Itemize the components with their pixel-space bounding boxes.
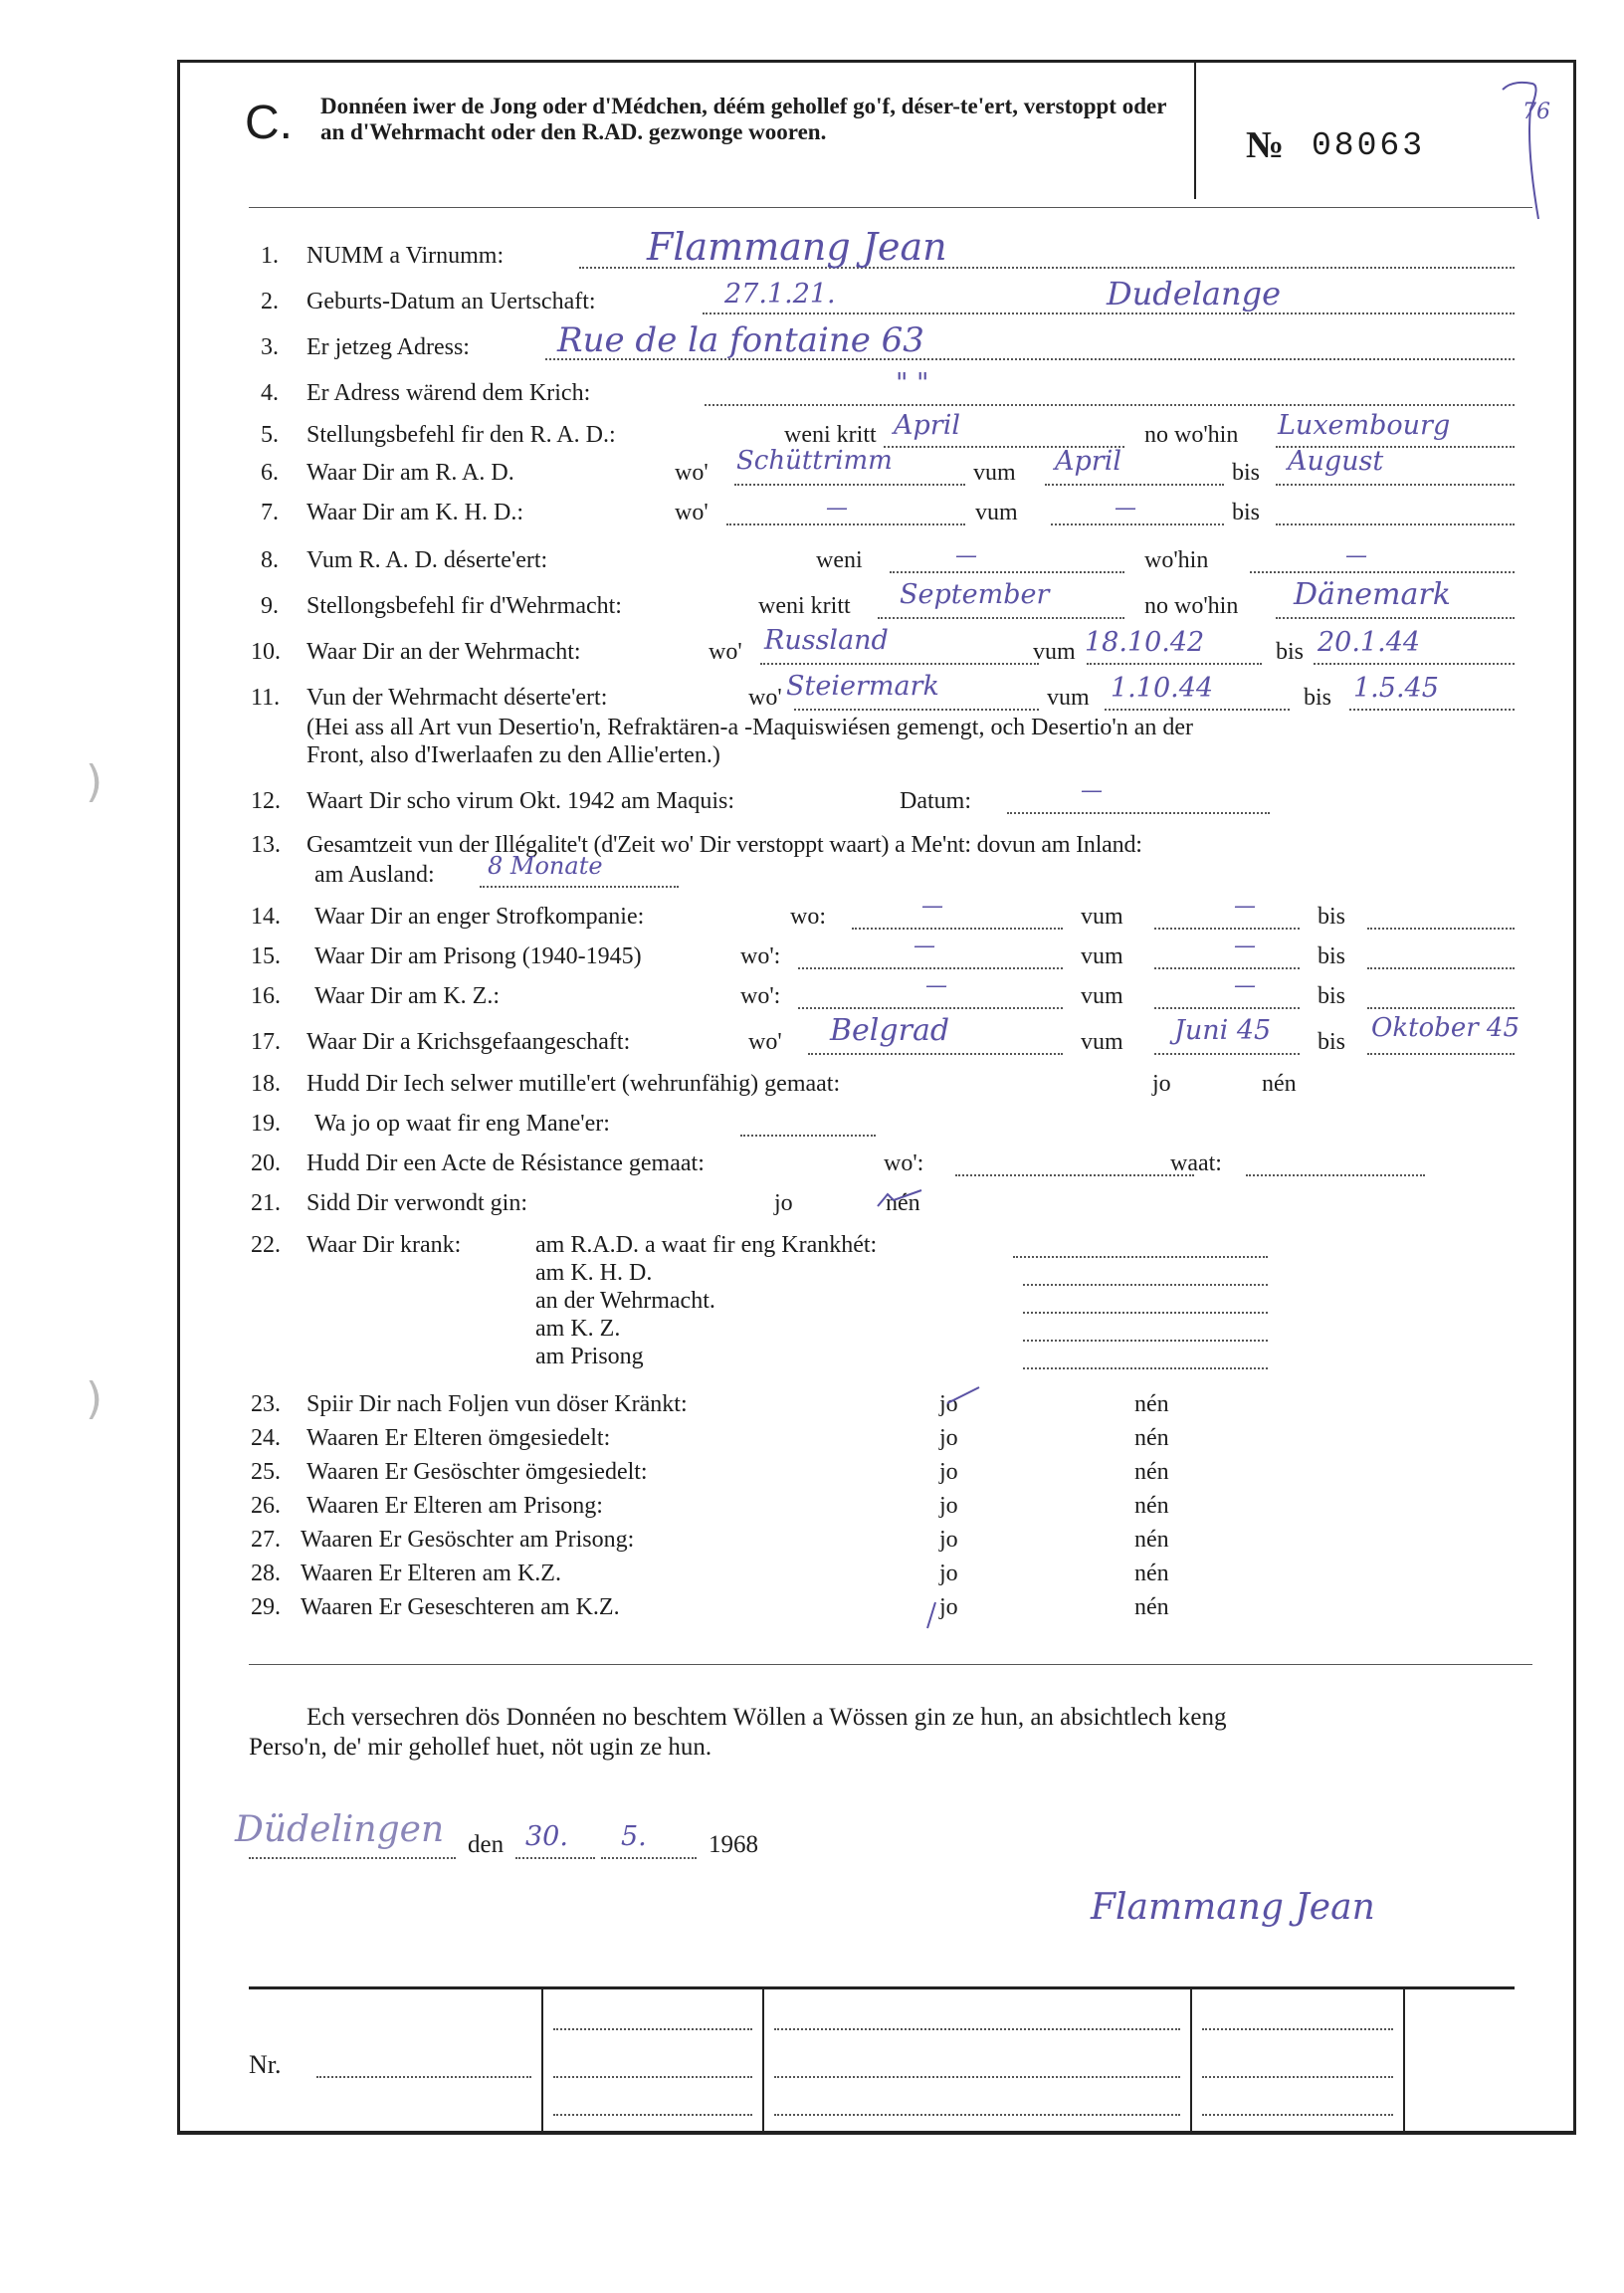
- row16-where-dash[interactable]: —: [925, 973, 947, 998]
- row13-abroad-label: am Ausland:: [314, 862, 435, 888]
- row14-from-dots: [1154, 928, 1300, 930]
- row20-what-dots: [1246, 1174, 1425, 1176]
- row22-sub-prison-dots: [1023, 1367, 1268, 1369]
- row-number-21: 21.: [251, 1190, 281, 1216]
- row11-to-label: bis: [1304, 685, 1332, 711]
- row-number-9: 9.: [261, 593, 279, 619]
- row14-from-label: vum: [1081, 904, 1123, 930]
- row-number-29: 29.: [251, 1594, 281, 1620]
- row-label-21: Sidd Dir verwondt gin:: [306, 1190, 527, 1216]
- row29-no[interactable]: nén: [1134, 1594, 1169, 1620]
- row-label-10: Waar Dir an der Wehrmacht:: [306, 639, 581, 665]
- row18-no[interactable]: nén: [1262, 1071, 1297, 1097]
- section-letter: C.: [245, 97, 293, 149]
- row7-from-dash[interactable]: —: [1115, 496, 1136, 521]
- declaration-line1: Ech versechren dös Donnéen no beschtem Wöllen a Wössen gin ze hun, an absichtlech keng: [306, 1704, 1227, 1731]
- form-number: 08063: [1312, 127, 1426, 164]
- row23-yes[interactable]: jo: [939, 1391, 958, 1417]
- row14-from-dash[interactable]: —: [1234, 894, 1256, 919]
- row16-to-dots: [1367, 1007, 1515, 1009]
- row9-where-label: no wo'hin: [1144, 593, 1239, 619]
- place-dots: [249, 1857, 456, 1859]
- row17-where-dots: [808, 1053, 1063, 1055]
- footer-col-3: [1190, 1988, 1192, 2134]
- footer-c2-r1: [774, 2028, 1180, 2030]
- row29-yes[interactable]: jo: [939, 1594, 958, 1620]
- row15-where-dash[interactable]: —: [914, 934, 935, 958]
- row-number-16: 16.: [251, 983, 281, 1009]
- row20-where-label: wo':: [884, 1150, 924, 1176]
- row-label-28: Waaren Er Elteren am K.Z.: [301, 1561, 561, 1586]
- row-number-7: 7.: [261, 500, 279, 525]
- footer-c1-r2: [553, 2076, 752, 2078]
- row10-to-label: bis: [1276, 639, 1305, 665]
- row-number-2: 2.: [261, 289, 279, 314]
- desertion-note-line1: (Hei ass all Art vun Desertio'n, Refraktären-a -Maquiswiésen gemengt, och Desertio'n an der: [306, 715, 1194, 740]
- row6-to-dots: [1276, 484, 1515, 486]
- row11-where-dots: [794, 709, 1039, 711]
- row14-where-dots: [852, 928, 1063, 930]
- row6-from-label: vum: [973, 460, 1016, 486]
- handwritten-captivity-place[interactable]: Belgrad: [830, 1013, 950, 1048]
- row27-yes[interactable]: jo: [939, 1527, 958, 1553]
- handwritten-wehrmacht-place[interactable]: Russland: [764, 625, 889, 656]
- row-label-29: Waaren Er Geseschteren am K.Z.: [301, 1594, 620, 1620]
- handwritten-rad-to[interactable]: August: [1288, 446, 1384, 477]
- row20-where-dots: [955, 1174, 1194, 1176]
- handwritten-abroad-duration[interactable]: 8 Monate: [488, 852, 603, 880]
- handwritten-captivity-to[interactable]: Oktober 45: [1371, 1013, 1520, 1043]
- row7-where-label: wo': [675, 500, 709, 525]
- section-title: Donnéen iwer de Jong oder d'Médchen, déém gehollef go'f, déser-te'ert, verstoppt oder an d'Wehrmacht oder den R.AD. gezwonge wooren.: [320, 94, 1167, 144]
- declaration-line2: Perso'n, de' mir gehollef huet, nöt ugin ze hun.: [249, 1734, 712, 1761]
- row6-from-dots: [1045, 484, 1224, 486]
- handwritten-birthdate[interactable]: 27.1.21.: [724, 279, 836, 310]
- row7-from-dots: [1051, 523, 1224, 525]
- row28-no[interactable]: nén: [1134, 1561, 1169, 1586]
- row28-yes[interactable]: jo: [939, 1561, 958, 1586]
- row22-sub-khd-dots: [1023, 1284, 1268, 1286]
- row17-from-dots: [1154, 1053, 1300, 1055]
- row-label-13: Gesamtzeit vun der Illégalite't (d'Zeit wo' Dir verstoppt waart) a Me'nt: dovun am Inland:: [306, 832, 1142, 858]
- row12-date-label: Datum:: [900, 788, 971, 814]
- row-label-26: Waaren Er Elteren am Prisong:: [306, 1493, 603, 1519]
- row21-no-checkmark: [872, 1186, 931, 1216]
- row22-sub-kz: am K. Z.: [535, 1316, 621, 1342]
- row5-where-label: no wo'hin: [1144, 422, 1239, 448]
- footer-table-top: [249, 1986, 1515, 1989]
- row-dots-2: [703, 313, 1515, 314]
- row-number-17: 17.: [251, 1029, 281, 1055]
- row-number-22: 22.: [251, 1232, 281, 1258]
- handwritten-address[interactable]: Rue de la fontaine 63: [557, 320, 924, 360]
- row-number-6: 6.: [261, 460, 279, 486]
- header-divider: [1194, 62, 1196, 199]
- row8-where-label: wo'hin: [1144, 547, 1209, 573]
- row-number-23: 23.: [251, 1391, 281, 1417]
- row16-from-dash[interactable]: —: [1234, 973, 1256, 998]
- row8-where-dots: [1250, 571, 1515, 573]
- row15-where-dots: [798, 967, 1063, 969]
- row16-to-label: bis: [1318, 983, 1346, 1009]
- row6-to-label: bis: [1232, 460, 1261, 486]
- row8-when-dots: [890, 571, 1124, 573]
- footer-col-4: [1403, 1988, 1405, 2134]
- row25-no[interactable]: nén: [1134, 1459, 1169, 1485]
- row-label-12: Waart Dir scho virum Okt. 1942 am Maquis:: [306, 788, 734, 814]
- row22-sub-wehrmacht-dots: [1023, 1312, 1268, 1314]
- row8-where-dash[interactable]: —: [1345, 543, 1367, 568]
- handwritten-desertion-place[interactable]: Steiermark: [786, 671, 939, 702]
- row7-where-dash[interactable]: —: [826, 496, 848, 521]
- margin-note: 76: [1522, 100, 1550, 124]
- row17-to-label: bis: [1318, 1029, 1346, 1055]
- handwritten-wehrmacht-order-date[interactable]: September: [900, 579, 1050, 610]
- row21-no[interactable]: nén: [886, 1190, 920, 1216]
- row-label-4: Er Adress wärend dem Krich:: [306, 380, 591, 406]
- row12-date-dots: [1007, 812, 1270, 814]
- row15-from-dots: [1154, 967, 1300, 969]
- handwritten-captivity-from[interactable]: Juni 45: [1174, 1015, 1272, 1046]
- punch-hole-mark-bottom: ): [86, 1373, 103, 1424]
- row-number-27: 27.: [251, 1527, 281, 1553]
- month-dots: [601, 1857, 697, 1859]
- row-label-6: Waar Dir am R. A. D.: [306, 460, 514, 486]
- footer-c3-r3: [1202, 2114, 1393, 2116]
- row22-sub-khd: am K. H. D.: [535, 1260, 653, 1286]
- row27-no[interactable]: nén: [1134, 1527, 1169, 1553]
- day-dots: [515, 1857, 595, 1859]
- row23-yes-checkmark: [939, 1383, 989, 1413]
- row7-from-label: vum: [975, 500, 1018, 525]
- footer-c2-r3: [774, 2114, 1180, 2116]
- handwritten-rad-place[interactable]: Schüttrimm: [736, 446, 893, 476]
- row-number-13: 13.: [251, 832, 281, 858]
- handwritten-wehrmacht-order-place[interactable]: Dänemark: [1294, 577, 1451, 612]
- row11-where-label: wo': [748, 685, 782, 711]
- row17-from-label: vum: [1081, 1029, 1123, 1055]
- row-number-12: 12.: [251, 788, 281, 814]
- footer-c1-r1: [553, 2028, 752, 2030]
- row-number-25: 25.: [251, 1459, 281, 1485]
- row26-no[interactable]: nén: [1134, 1493, 1169, 1519]
- row26-yes[interactable]: jo: [939, 1493, 958, 1519]
- row7-to-label: bis: [1232, 500, 1261, 525]
- row-label-24: Waaren Er Elteren ömgesiedelt:: [306, 1425, 611, 1451]
- footer-col-1: [541, 1988, 543, 2134]
- row16-from-dots: [1154, 1007, 1300, 1009]
- handwritten-birthplace[interactable]: Dudelange: [1107, 275, 1282, 313]
- row17-where-label: wo': [748, 1029, 782, 1055]
- row23-no[interactable]: nén: [1134, 1391, 1169, 1417]
- row10-to-dots: [1314, 663, 1515, 665]
- header-rule: [249, 207, 1532, 208]
- row10-from-label: vum: [1033, 639, 1076, 665]
- row15-from-label: vum: [1081, 943, 1123, 969]
- declaration-rule: [249, 1664, 1532, 1665]
- row-label-9: Stellongsbefehl fir d'Wehrmacht:: [306, 593, 622, 619]
- row-number-14: 14.: [251, 904, 281, 930]
- row24-yes[interactable]: jo: [939, 1425, 958, 1451]
- row22-sub-kz-dots: [1023, 1340, 1268, 1342]
- handwritten-day[interactable]: 30.: [525, 1821, 568, 1852]
- row-number-18: 18.: [251, 1071, 281, 1097]
- row13-abroad-dots: [480, 886, 679, 888]
- row-number-19: 19.: [251, 1111, 281, 1137]
- number-label: №: [1246, 124, 1285, 166]
- row6-where-label: wo': [675, 460, 709, 486]
- row8-when-dash[interactable]: —: [955, 543, 977, 568]
- footer-col-2: [762, 1988, 764, 2134]
- row-label-25: Waaren Er Gesöschter ömgesiedelt:: [306, 1459, 648, 1485]
- footer-c3-r1: [1202, 2028, 1393, 2030]
- row-label-16: Waar Dir am K. Z.:: [314, 983, 500, 1009]
- row9-where-dots: [1276, 617, 1515, 619]
- row11-from-label: vum: [1047, 685, 1090, 711]
- row22-sub-rad-dots: [1013, 1256, 1268, 1258]
- footer-c2-r2: [774, 2076, 1180, 2078]
- handwritten-month[interactable]: 5.: [621, 1821, 647, 1852]
- row29-yes-checkmark: [921, 1594, 951, 1634]
- row-number-8: 8.: [261, 547, 279, 573]
- row-label-11: Vun der Wehrmacht déserte'ert:: [306, 685, 608, 711]
- row-label-7: Waar Dir am K. H. D.:: [306, 500, 524, 525]
- row-dots-4: [705, 404, 1515, 406]
- row9-when-label: weni kritt: [758, 593, 851, 619]
- row-label-19: Wa jo op waat fir eng Mane'er:: [314, 1111, 610, 1137]
- row-label-3: Er jetzeg Adress:: [306, 334, 470, 360]
- row14-to-dots: [1367, 928, 1515, 930]
- row-number-24: 24.: [251, 1425, 281, 1451]
- row21-yes[interactable]: jo: [774, 1190, 793, 1216]
- row-label-23: Spiir Dir nach Foljen vun döser Kränkt:: [306, 1391, 688, 1417]
- row-label-8: Vum R. A. D. déserte'ert:: [306, 547, 548, 573]
- handwritten-rad-order-place[interactable]: Luxembourg: [1278, 410, 1451, 441]
- row20-what-label: waat:: [1170, 1150, 1222, 1176]
- row11-to-dots: [1349, 709, 1515, 711]
- row5-when-label: weni kritt: [784, 422, 877, 448]
- row-label-15: Waar Dir am Prisong (1940-1945): [314, 943, 642, 969]
- row18-yes[interactable]: jo: [1152, 1071, 1171, 1097]
- handwritten-wartime-address[interactable]: " ": [896, 368, 929, 399]
- row14-to-label: bis: [1318, 904, 1346, 930]
- row7-to-dots: [1276, 523, 1515, 525]
- handwritten-wehrmacht-from[interactable]: 18.10.42: [1085, 627, 1205, 658]
- footer-nr-label: Nr.: [249, 2050, 282, 2079]
- row-number-15: 15.: [251, 943, 281, 969]
- row-label-22: Waar Dir krank:: [306, 1232, 462, 1258]
- year-text: 1968: [709, 1831, 758, 1858]
- row-label-18: Hudd Dir Iech selwer mutille'ert (wehrunfähig) gemaat:: [306, 1071, 841, 1097]
- row-label-17: Waar Dir a Krichsgefaangeschaft:: [306, 1029, 631, 1055]
- row15-where-label: wo':: [740, 943, 781, 969]
- row-label-20: Hudd Dir een Acte de Résistance gemaat:: [306, 1150, 705, 1176]
- margin-stroke: [1483, 70, 1572, 229]
- row15-to-label: bis: [1318, 943, 1346, 969]
- row15-from-dash[interactable]: —: [1234, 934, 1256, 958]
- handwritten-rad-from[interactable]: April: [1055, 446, 1121, 477]
- row-label-5: Stellungsbefehl fir den R. A. D.:: [306, 422, 616, 448]
- row-label-1: NUMM a Virnumm:: [306, 243, 505, 269]
- row11-from-dots: [1105, 709, 1290, 711]
- row17-to-dots: [1367, 1053, 1515, 1055]
- row-number-5: 5.: [261, 422, 279, 448]
- row6-where-dots: [734, 484, 965, 486]
- row16-where-dots: [798, 1007, 1063, 1009]
- footer-c1-r3: [553, 2114, 752, 2116]
- row-number-26: 26.: [251, 1493, 281, 1519]
- row8-when-label: weni: [816, 547, 863, 573]
- punch-hole-mark-top: ): [86, 756, 103, 807]
- row16-from-label: vum: [1081, 983, 1123, 1009]
- row-number-11: 11.: [251, 685, 281, 711]
- row14-where-dash[interactable]: —: [921, 894, 943, 919]
- row-number-28: 28.: [251, 1561, 281, 1586]
- row19-dots: [740, 1135, 876, 1137]
- row-number-10: 10.: [251, 639, 281, 665]
- row15-to-dots: [1367, 967, 1515, 969]
- row9-when-dots: [878, 617, 1124, 619]
- row-number-20: 20.: [251, 1150, 281, 1176]
- row24-no[interactable]: nén: [1134, 1425, 1169, 1451]
- row10-where-dots: [760, 663, 1039, 665]
- row-number-3: 3.: [261, 334, 279, 360]
- row22-sub-wehrmacht: an der Wehrmacht.: [535, 1288, 715, 1314]
- row22-sub-prison: am Prisong: [535, 1344, 644, 1369]
- row25-yes[interactable]: jo: [939, 1459, 958, 1485]
- row-label-2: Geburts-Datum an Uertschaft:: [306, 289, 596, 314]
- row-number-4: 4.: [261, 380, 279, 406]
- handwritten-signature[interactable]: Flammang Jean: [1091, 1887, 1375, 1928]
- row-label-14: Waar Dir an enger Strofkompanie:: [314, 904, 645, 930]
- row7-where-dots: [726, 523, 965, 525]
- row10-from-dots: [1087, 663, 1262, 665]
- footer-nr-dots: [316, 2076, 531, 2078]
- row10-where-label: wo': [709, 639, 742, 665]
- row22-sub-rad: am R.A.D. a waat fir eng Krankhét:: [535, 1232, 878, 1258]
- row14-where-label: wo:: [790, 904, 826, 930]
- footer-c3-r2: [1202, 2076, 1393, 2078]
- den-label: den: [468, 1831, 505, 1858]
- handwritten-name[interactable]: Flammang Jean: [647, 225, 947, 269]
- row-number-1: 1.: [261, 243, 279, 269]
- row16-where-label: wo':: [740, 983, 781, 1009]
- handwritten-place[interactable]: Düdelingen: [235, 1809, 445, 1850]
- handwritten-desertion-from[interactable]: 1.10.44: [1111, 673, 1214, 704]
- handwritten-rad-order-date[interactable]: April: [894, 410, 960, 441]
- handwritten-desertion-to[interactable]: 1.5.45: [1353, 673, 1439, 704]
- row-label-27: Waaren Er Gesöschter am Prisong:: [301, 1527, 635, 1553]
- desertion-note-line2: Front, also d'Iwerlaafen zu den Allie'erten.): [306, 742, 720, 768]
- row12-date-dash[interactable]: —: [1081, 778, 1103, 803]
- handwritten-wehrmacht-to[interactable]: 20.1.44: [1318, 627, 1421, 658]
